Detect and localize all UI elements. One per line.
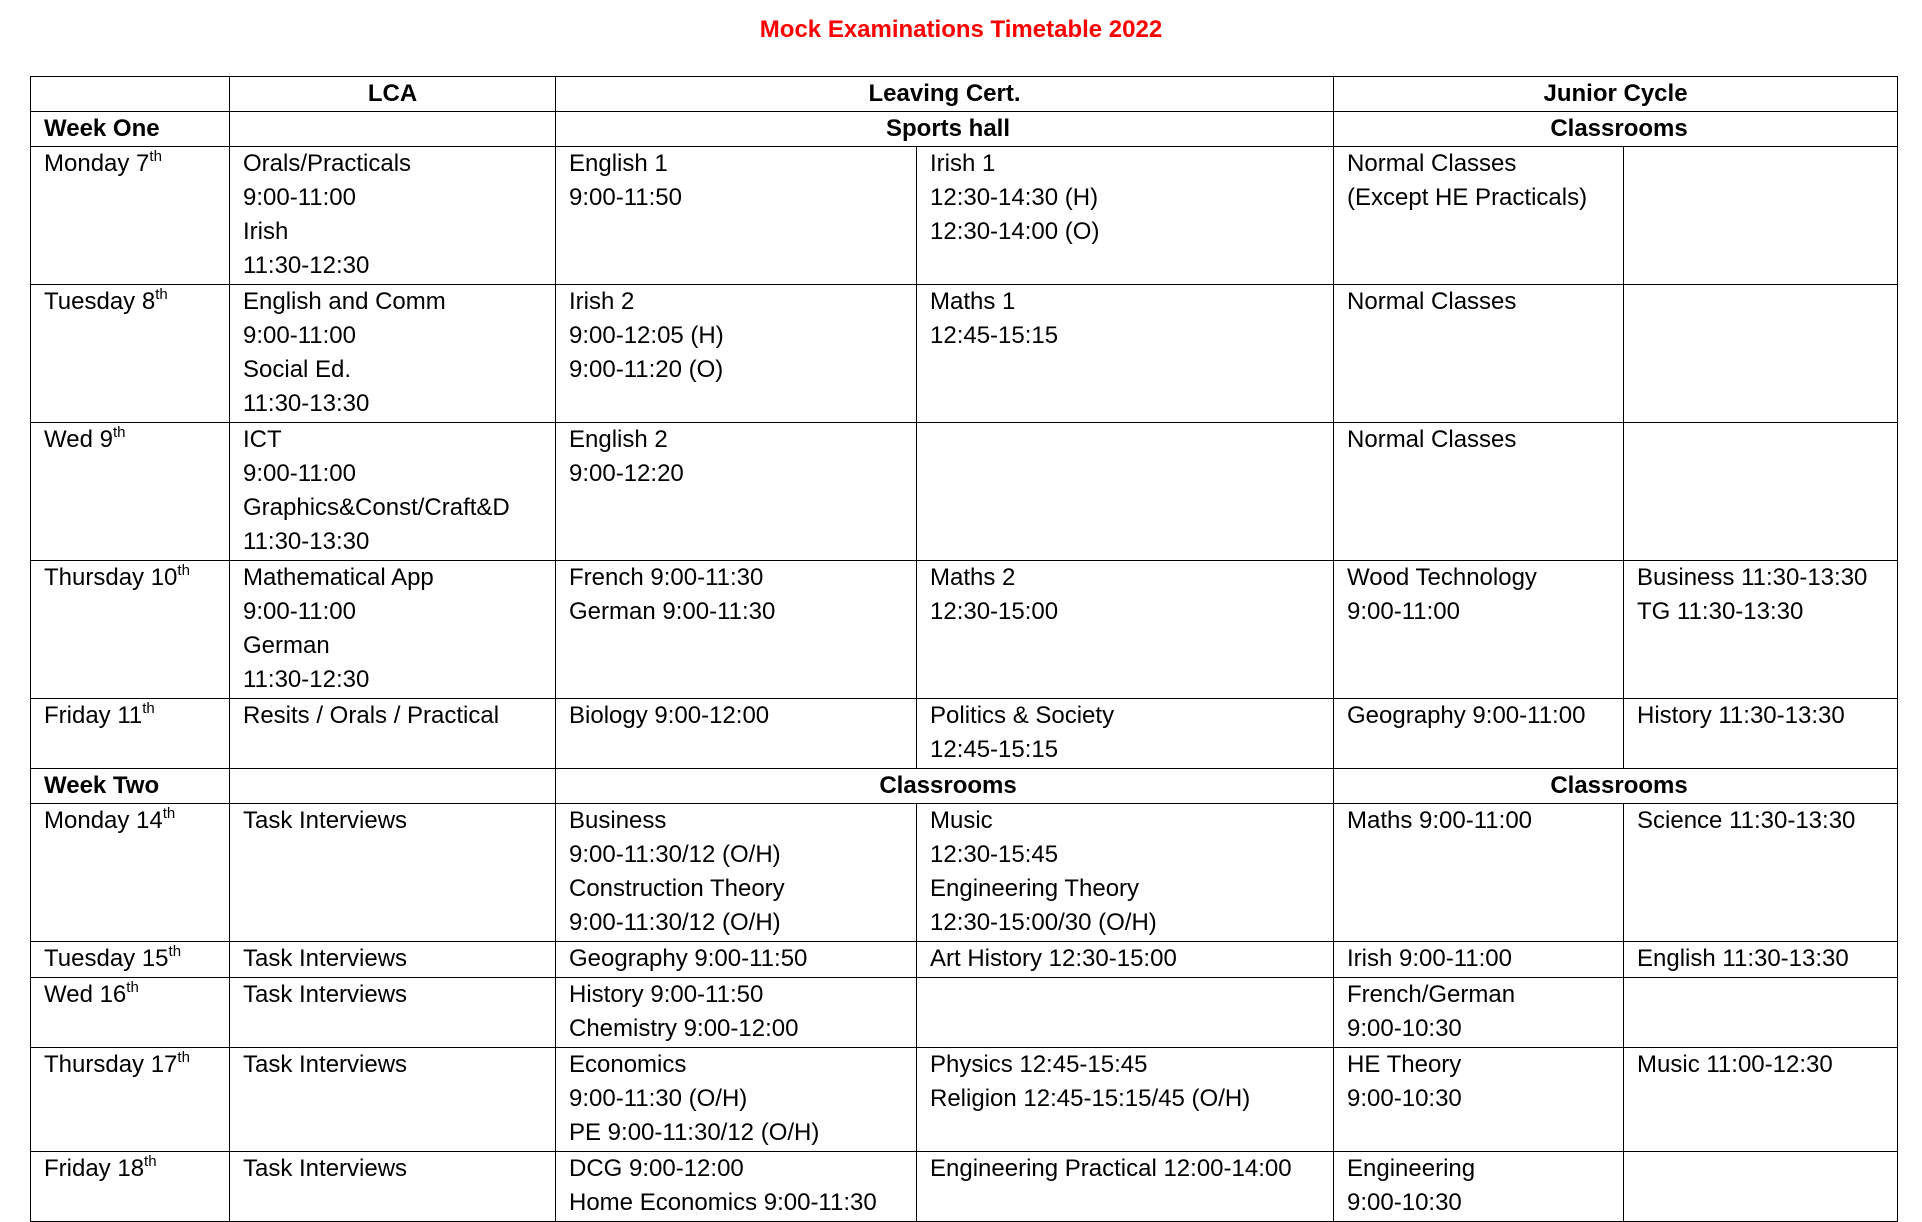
leaving-cert-afternoon-cell: [917, 285, 1334, 423]
exam-entry-line: 9:00-11:00: [1347, 598, 1460, 625]
exam-entry-line: Geography 9:00-11:50: [569, 945, 808, 972]
exam-entry-line: 9:00-12:05 (H): [569, 322, 724, 349]
day-cell: [31, 978, 230, 1048]
exam-entry-line: 9:00-11:00: [243, 184, 356, 211]
exam-entry-line: English 1: [569, 150, 668, 177]
exam-entry-line: Social Ed.: [243, 356, 352, 383]
junior-cycle-morning-cell: [1334, 978, 1624, 1048]
lca-header: LCA: [230, 77, 556, 112]
day-suffix: th: [162, 805, 176, 822]
day-cell: [31, 285, 230, 423]
leaving-cert-morning-cell: [556, 1152, 917, 1222]
leaving-cert-afternoon-cell: [917, 978, 1334, 1048]
exam-entry-line: 12:30-14:30 (H): [930, 184, 1099, 211]
leaving-cert-afternoon-cell: [917, 1152, 1334, 1222]
exam-entry-line: Maths 2: [930, 564, 1016, 591]
exam-entry-line: Normal Classes: [1347, 288, 1517, 315]
exam-entry-line: 9:00-11:30/12 (O/H): [569, 909, 781, 936]
exam-entry-line: 9:00-11:00: [243, 598, 356, 625]
day-suffix: th: [142, 700, 155, 717]
leaving-cert-morning-cell: [556, 423, 917, 561]
exam-entry-line: Business: [569, 807, 667, 834]
exam-entry-line: 12:30-15:00: [930, 598, 1059, 625]
exam-entry-line: 9:00-12:20: [569, 460, 684, 487]
exam-entry-line: English 11:30-13:30: [1637, 945, 1849, 972]
exam-entry-line: Home Economics 9:00-11:30: [569, 1189, 877, 1216]
timetable: [30, 76, 1898, 1222]
lca-cell: [230, 285, 556, 423]
week-one-jc-venue: Classrooms: [1334, 112, 1898, 147]
lca-cell: [230, 1152, 556, 1222]
junior-cycle-afternoon-cell: [1624, 147, 1898, 285]
junior-cycle-morning-cell: [1334, 942, 1624, 978]
day-cell: [31, 804, 230, 942]
leaving-cert-morning-cell: [556, 561, 917, 699]
day-label: Monday 14: [44, 807, 163, 834]
day-label: Thursday 10: [44, 564, 178, 591]
leaving-cert-morning-cell: [556, 942, 917, 978]
exam-entry-line: Engineering: [1347, 1155, 1476, 1182]
exam-entry-line: 9:00-10:30: [1347, 1189, 1462, 1216]
exam-entry-line: ICT: [243, 426, 282, 453]
exam-entry-line: Politics & Society: [930, 702, 1115, 729]
day-label: Thursday 17: [44, 1051, 178, 1078]
exam-entry-line: 12:30-15:00/30 (O/H): [930, 909, 1157, 936]
exam-entry-line: Wood Technology: [1347, 564, 1537, 591]
exam-entry-line: Normal Classes: [1347, 150, 1517, 177]
exam-entry-line: Physics 12:45-15:45: [930, 1051, 1148, 1078]
lca-cell: [230, 978, 556, 1048]
exam-entry-line: 9:00-11:00: [243, 322, 356, 349]
page-title: Mock Examinations Timetable 2022: [759, 16, 1163, 43]
exam-entry-line: Orals/Practicals: [243, 150, 412, 177]
leaving-cert-afternoon-cell: [917, 561, 1334, 699]
exam-entry-line: Religion 12:45-15:15/45 (O/H): [930, 1085, 1251, 1112]
leaving-cert-afternoon-cell: [917, 942, 1334, 978]
exam-entry-line: Irish 9:00-11:00: [1347, 945, 1513, 972]
junior-cycle-morning-cell: [1334, 285, 1624, 423]
exam-entry-line: Art History 12:30-15:00: [930, 945, 1177, 972]
exam-entry-line: Task Interviews: [243, 1155, 408, 1182]
leaving-cert-header: Leaving Cert.: [556, 77, 1334, 112]
exam-entry-line: Irish 1: [930, 150, 996, 177]
day-cell: [31, 942, 230, 978]
day-suffix: th: [144, 1153, 157, 1170]
exam-entry-line: 9:00-11:00: [243, 460, 356, 487]
exam-entry-line: 9:00-11:30 (O/H): [569, 1085, 748, 1112]
junior-cycle-morning-cell: [1334, 423, 1624, 561]
week-one-row: [31, 112, 1898, 147]
exam-entry-line: 9:00-10:30: [1347, 1015, 1462, 1042]
leaving-cert-afternoon-cell: [917, 804, 1334, 942]
corner-cell: [31, 77, 230, 112]
exam-entry-line: 12:45-15:15: [930, 322, 1059, 349]
week-two-label: Week Two: [31, 769, 230, 804]
exam-entry-line: Music 11:00-12:30: [1637, 1051, 1833, 1078]
day-cell: [31, 561, 230, 699]
day-row: [31, 285, 1898, 423]
exam-entry-line: Chemistry 9:00-12:00: [569, 1015, 799, 1042]
exam-entry-line: 9:00-11:50: [569, 184, 682, 211]
junior-cycle-header: Junior Cycle: [1334, 77, 1898, 112]
day-cell: [31, 699, 230, 769]
day-cell: [31, 147, 230, 285]
exam-entry-line: DCG 9:00-12:00: [569, 1155, 744, 1182]
week-two-lca-venue: [230, 769, 556, 804]
junior-cycle-morning-cell: [1334, 147, 1624, 285]
exam-entry-line: Graphics&Const/Craft&D: [243, 494, 510, 521]
day-cell: [31, 423, 230, 561]
day-row: [31, 1048, 1898, 1152]
exam-entry-line: Biology 9:00-12:00: [569, 702, 770, 729]
exam-entry-line: Task Interviews: [243, 945, 408, 972]
junior-cycle-morning-cell: [1334, 804, 1624, 942]
junior-cycle-afternoon-cell: [1624, 804, 1898, 942]
lca-cell: [230, 561, 556, 699]
leaving-cert-morning-cell: [556, 285, 917, 423]
junior-cycle-afternoon-cell: [1624, 285, 1898, 423]
exam-entry-line: Business 11:30-13:30: [1637, 564, 1868, 591]
exam-entry-line: German 9:00-11:30: [569, 598, 776, 625]
exam-entry-line: Maths 9:00-11:00: [1347, 807, 1533, 834]
junior-cycle-afternoon-cell: [1624, 942, 1898, 978]
junior-cycle-afternoon-cell: [1624, 1152, 1898, 1222]
exam-entry-line: Geography 9:00-11:00: [1347, 702, 1586, 729]
junior-cycle-morning-cell: [1334, 1152, 1624, 1222]
exam-entry-line: Task Interviews: [243, 807, 408, 834]
exam-entry-line: 11:30-12:30: [243, 252, 370, 279]
day-cell: [31, 1152, 230, 1222]
exam-entry-line: Task Interviews: [243, 1051, 408, 1078]
day-row: [31, 978, 1898, 1048]
lca-cell: [230, 1048, 556, 1152]
leaving-cert-afternoon-cell: [917, 423, 1334, 561]
leaving-cert-morning-cell: [556, 1048, 917, 1152]
week-two-jc-venue: Classrooms: [1334, 769, 1898, 804]
leaving-cert-afternoon-cell: [917, 147, 1334, 285]
day-row: [31, 942, 1898, 978]
exam-entry-line: HE Theory: [1347, 1051, 1462, 1078]
exam-entry-line: 12:45-15:15: [930, 736, 1059, 763]
day-row: [31, 804, 1898, 942]
junior-cycle-morning-cell: [1334, 699, 1624, 769]
leaving-cert-morning-cell: [556, 147, 917, 285]
day-suffix: th: [149, 148, 162, 165]
day-suffix: th: [168, 943, 182, 960]
exam-entry-line: 9:00-11:30/12 (O/H): [569, 841, 781, 868]
day-row: [31, 423, 1898, 561]
day-label: Monday 7: [44, 150, 150, 177]
day-suffix: th: [177, 562, 190, 579]
day-label: Wed 9: [44, 426, 113, 453]
exam-entry-line: Task Interviews: [243, 981, 408, 1008]
lca-cell: [230, 147, 556, 285]
exam-entry-line: 9:00-11:20 (O): [569, 356, 724, 383]
junior-cycle-morning-cell: [1334, 561, 1624, 699]
exam-entry-line: Irish 2: [569, 288, 635, 315]
exam-entry-line: History 9:00-11:50: [569, 981, 764, 1008]
junior-cycle-afternoon-cell: [1624, 978, 1898, 1048]
header-row: [31, 77, 1898, 112]
exam-entry-line: 11:30-12:30: [243, 666, 370, 693]
exam-entry-line: Engineering Theory: [930, 875, 1140, 902]
exam-entry-line: Normal Classes: [1347, 426, 1517, 453]
day-suffix: th: [112, 424, 126, 441]
exam-entry-line: German: [243, 632, 330, 659]
week-one-lca-venue: [230, 112, 556, 147]
leaving-cert-morning-cell: [556, 804, 917, 942]
exam-entry-line: Science 11:30-13:30: [1637, 807, 1856, 834]
exam-entry-line: TG 11:30-13:30: [1637, 598, 1804, 625]
day-label: Friday 18: [44, 1155, 145, 1182]
leaving-cert-morning-cell: [556, 699, 917, 769]
exam-entry-line: English and Comm: [243, 288, 446, 315]
lca-cell: [230, 804, 556, 942]
lca-cell: [230, 699, 556, 769]
junior-cycle-morning-cell: [1334, 1048, 1624, 1152]
week-two-lc-venue: Classrooms: [556, 769, 1334, 804]
week-one-lc-venue: Sports hall: [556, 112, 1334, 147]
leaving-cert-morning-cell: [556, 978, 917, 1048]
exam-entry-line: Engineering Practical 12:00-14:00: [930, 1155, 1292, 1182]
day-label: Tuesday 8: [44, 288, 156, 315]
day-suffix: th: [155, 286, 168, 303]
junior-cycle-afternoon-cell: [1624, 561, 1898, 699]
exam-entry-line: Irish: [243, 218, 289, 245]
lca-cell: [230, 423, 556, 561]
day-suffix: th: [126, 979, 139, 996]
day-row: [31, 147, 1898, 285]
day-label: Wed 16: [44, 981, 127, 1008]
exam-entry-line: 12:30-14:00 (O): [930, 218, 1100, 245]
junior-cycle-afternoon-cell: [1624, 699, 1898, 769]
leaving-cert-afternoon-cell: [917, 1048, 1334, 1152]
exam-entry-line: Mathematical App: [243, 564, 434, 591]
exam-entry-line: 9:00-10:30: [1347, 1085, 1462, 1112]
exam-entry-line: Resits / Orals / Practical: [243, 702, 500, 729]
day-row: [31, 1152, 1898, 1222]
junior-cycle-afternoon-cell: [1624, 1048, 1898, 1152]
lca-cell: [230, 942, 556, 978]
exam-entry-line: (Except HE Practicals): [1347, 184, 1588, 211]
exam-entry-line: 11:30-13:30: [243, 528, 370, 555]
day-label: Friday 11: [44, 702, 143, 729]
day-label: Tuesday 15: [44, 945, 169, 972]
exam-entry-line: Economics: [569, 1051, 687, 1078]
exam-entry-line: French/German: [1347, 981, 1516, 1008]
exam-entry-line: Construction Theory: [569, 875, 785, 902]
day-row: [31, 561, 1898, 699]
week-two-row: [31, 769, 1898, 804]
exam-entry-line: 11:30-13:30: [243, 390, 370, 417]
exam-entry-line: English 2: [569, 426, 668, 453]
week-one-label: Week One: [31, 112, 230, 147]
exam-entry-line: History 11:30-13:30: [1637, 702, 1845, 729]
day-row: [31, 699, 1898, 769]
junior-cycle-afternoon-cell: [1624, 423, 1898, 561]
exam-entry-line: 12:30-15:45: [930, 841, 1059, 868]
exam-entry-line: French 9:00-11:30: [569, 564, 764, 591]
day-cell: [31, 1048, 230, 1152]
leaving-cert-afternoon-cell: [917, 699, 1334, 769]
exam-entry-line: Maths 1: [930, 288, 1016, 315]
exam-entry-line: Music: [930, 807, 993, 834]
day-suffix: th: [177, 1049, 190, 1066]
exam-entry-line: PE 9:00-11:30/12 (O/H): [569, 1119, 820, 1146]
